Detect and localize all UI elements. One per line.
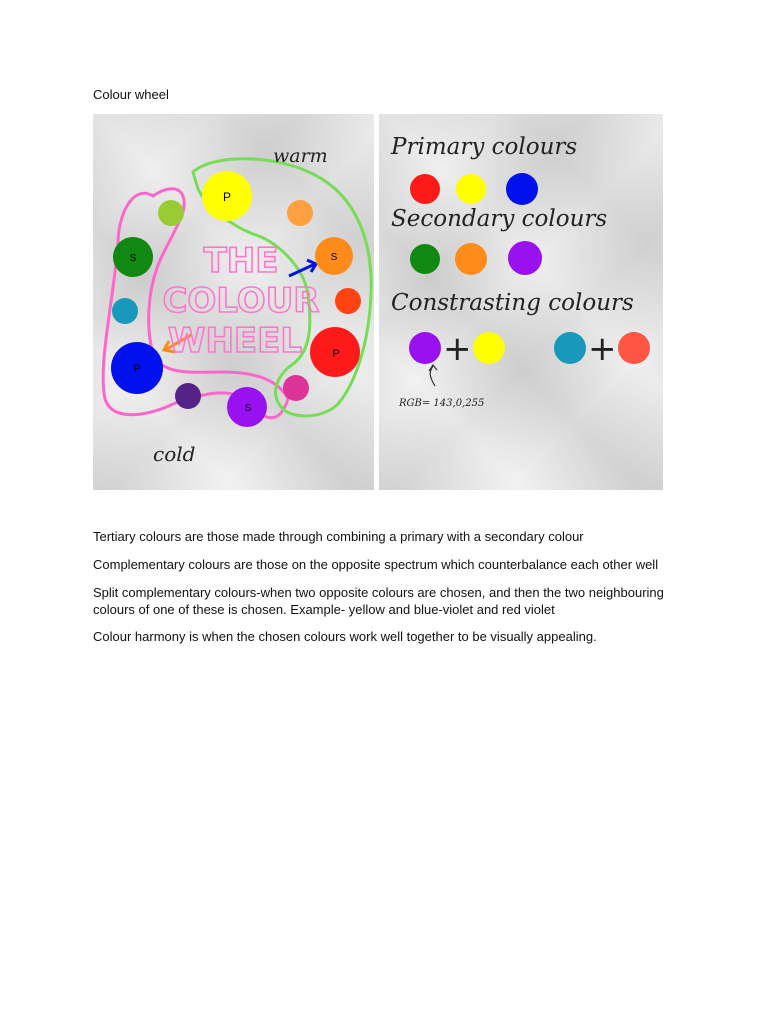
secondary-colours-title: Secondary colours — [391, 206, 608, 232]
svg-text:COLOUR: COLOUR — [162, 281, 320, 321]
primary-colours-title: Primary colours — [391, 134, 578, 160]
contrast-swatch-coral — [618, 332, 650, 364]
dot-dark-purple — [175, 383, 201, 409]
dot-light-orange — [287, 200, 313, 226]
dot-label-red: P — [332, 348, 340, 360]
dot-magenta — [283, 375, 309, 401]
dot-teal — [112, 298, 138, 324]
primary-swatch-yellow — [456, 174, 486, 204]
contrasting-colours-title: Constrasting colours — [391, 290, 634, 316]
dot-label-purple: S — [244, 403, 252, 414]
colour-guide-image — [379, 114, 663, 490]
contrast-swatch-teal — [554, 332, 586, 364]
colour-wheel-image — [93, 114, 374, 490]
dot-label-orange: S — [330, 252, 338, 263]
warm-label: warm — [273, 145, 328, 167]
note-arrow — [429, 365, 437, 386]
dot-label-yellow: P — [222, 190, 232, 204]
cold-label: cold — [153, 442, 196, 466]
dot-light-green — [158, 200, 184, 226]
secondary-swatch-green — [410, 244, 440, 274]
secondary-swatch-orange — [455, 243, 487, 275]
contrast-swatch-yellow — [473, 332, 505, 364]
paragraph-tertiary: Tertiary colours are those made through combining a primary with a secondary colour — [93, 529, 584, 544]
plus-sign-1: + — [443, 329, 472, 369]
dot-label-green: S — [129, 253, 137, 264]
contrast-swatch-purple — [409, 332, 441, 364]
dot-orange-red — [335, 288, 361, 314]
dot-label-blue: P — [133, 363, 141, 375]
rgb-note: RGB= 143,0,255 — [399, 398, 485, 409]
document-heading: Colour wheel — [93, 87, 169, 102]
secondary-swatch-purple — [508, 241, 542, 275]
wheel-title — [162, 241, 319, 361]
svg-text:WHEEL: WHEEL — [167, 321, 303, 361]
paragraph-complementary: Complementary colours are those on the opposite spectrum which counterbalance each other well — [93, 557, 659, 572]
primary-swatch-blue — [506, 173, 538, 205]
paragraph-colour-harmony: Colour harmony is when the chosen colours work well together to be visually appealing. — [93, 629, 597, 644]
paragraph-split-complementary: Split complementary colours-when two opposite colours are chosen, and then the two neighbouring colours of one of these is chosen. Example- yellow and blue-violet and red violet — [93, 585, 664, 617]
plus-sign-2: + — [588, 329, 617, 369]
svg-text:THE: THE — [203, 241, 279, 281]
primary-swatch-red — [410, 174, 440, 204]
